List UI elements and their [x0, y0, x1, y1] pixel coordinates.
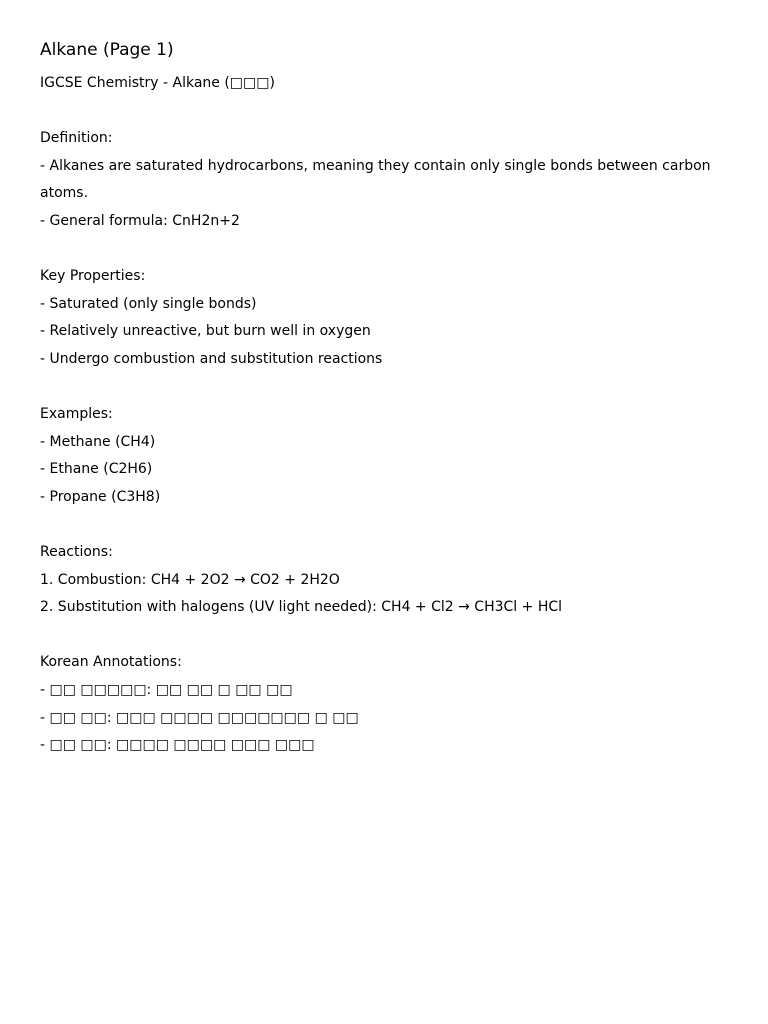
section-heading-definition: Definition:	[40, 130, 113, 147]
annotation-line: - □□ □□□□□: □□ □□ □ □□ □□	[40, 682, 293, 699]
section-heading-examples: Examples:	[40, 406, 113, 423]
property-line: - Relatively unreactive, but burn well in oxygen	[40, 323, 371, 340]
reaction-line: 2. Substitution with halogens (UV light needed): CH4 + Cl2 → CH3Cl + HCl	[40, 599, 563, 616]
property-line: - Undergo combustion and substitution reactions	[40, 350, 383, 367]
document-subtitle: IGCSE Chemistry - Alkane (□□□)	[40, 75, 275, 91]
annotation-line: - □□ □□: □□□□ □□□□ □□□ □□□	[40, 737, 315, 754]
section-heading-korean-annotations: Korean Annotations:	[40, 654, 182, 671]
examples-section	[40, 401, 740, 511]
spacer	[40, 512, 740, 540]
document-page	[40, 38, 740, 760]
example-line: - Propane (C3H8)	[40, 488, 161, 505]
annotation-line: - □□ □□: □□□ □□□□ □□□□□□□ □ □□	[40, 709, 359, 726]
property-line: - Saturated (only single bonds)	[40, 295, 257, 312]
example-line: - Ethane (C2H6)	[40, 461, 153, 478]
spacer	[40, 374, 740, 402]
example-line: - Methane (CH4)	[40, 433, 156, 450]
spacer	[40, 622, 740, 650]
reactions-section	[40, 539, 740, 622]
page-title: Alkane (Page 1)	[40, 40, 174, 60]
reaction-line: 1. Combustion: CH4 + 2O2 → CO2 + 2H2O	[40, 571, 340, 588]
korean-annotations-section	[40, 649, 740, 759]
definition-line: - General formula: CnH2n+2	[40, 212, 240, 229]
spacer	[40, 98, 740, 126]
key-properties-section	[40, 263, 740, 373]
definition-section	[40, 125, 740, 235]
definition-line: - Alkanes are saturated hydrocarbons, meaning they contain only single bonds between carbon atoms.	[40, 157, 715, 202]
section-heading-key-properties: Key Properties:	[40, 268, 146, 285]
section-heading-reactions: Reactions:	[40, 544, 113, 561]
spacer	[40, 236, 740, 264]
